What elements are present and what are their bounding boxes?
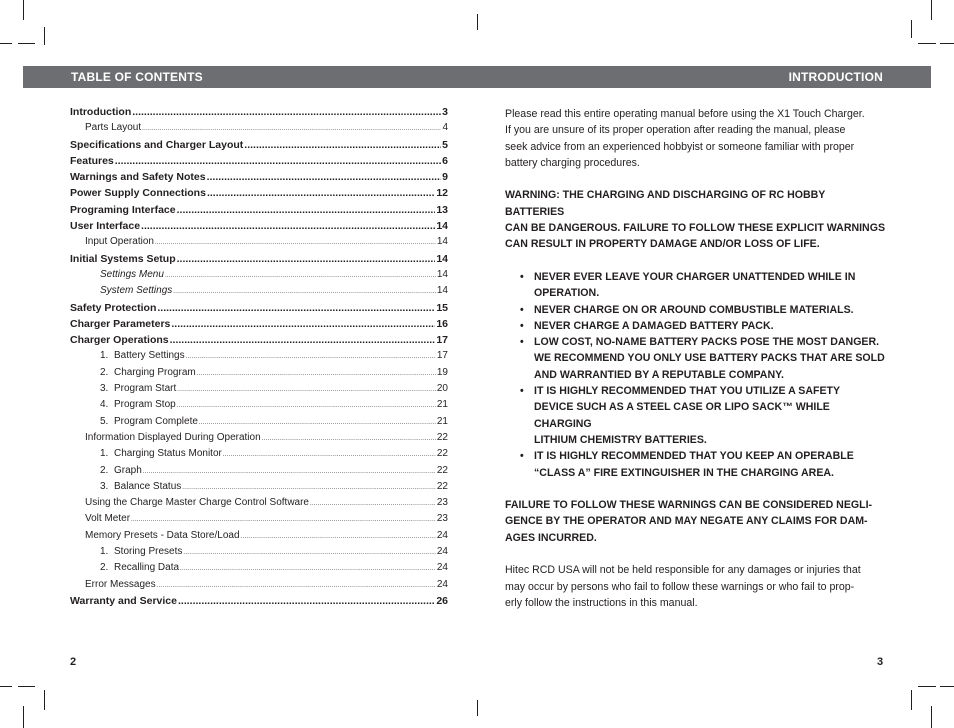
toc-entry-text: Balance Status xyxy=(114,480,182,492)
toc-entry-page: 14 xyxy=(436,252,448,265)
toc-entry-page: 24 xyxy=(436,529,448,541)
toc-entry xyxy=(70,432,448,448)
toc-entry-title xyxy=(70,187,206,199)
toc-leader-dots xyxy=(183,550,436,556)
toc-entry-number: 1. xyxy=(100,448,109,460)
toc-leader-dots xyxy=(182,485,436,491)
toc-entry-text: Settings Menu xyxy=(100,268,164,280)
toc-entry-number: 2. xyxy=(100,464,109,476)
toc-entry-title xyxy=(100,285,172,296)
toc-entry-page: 17 xyxy=(436,350,448,362)
warning-bullet-item xyxy=(505,448,885,481)
toc-entry xyxy=(70,155,448,171)
toc-entry xyxy=(70,334,448,350)
toc-entry xyxy=(70,106,448,122)
toc-entry-title xyxy=(100,562,179,573)
toc-entry xyxy=(70,139,448,155)
toc-leader-dots xyxy=(115,155,441,167)
toc-entry-text: Recalling Data xyxy=(114,562,180,574)
toc-entry-page: 5 xyxy=(442,138,448,151)
toc-entry xyxy=(70,416,448,432)
toc-entry-title xyxy=(70,155,114,167)
toc-entry-page: 17 xyxy=(436,334,448,347)
toc-entry xyxy=(70,465,448,481)
bullet-line: NEVER EVER LEAVE YOUR CHARGER UNATTENDED WHILE IN xyxy=(534,270,856,283)
toc-entry-title xyxy=(70,595,177,607)
toc-leader-dots xyxy=(177,253,436,265)
toc-leader-dots xyxy=(165,273,436,279)
toc-entry-page: 12 xyxy=(436,187,448,200)
toc-entry xyxy=(70,513,448,529)
toc-entry-text: Power Supply Connections xyxy=(70,187,206,200)
toc-entry xyxy=(70,595,448,611)
toc-entry-text: Using the Charge Master Charge Control Software xyxy=(85,497,309,509)
warning-bullet-item xyxy=(505,334,885,383)
bullet-line: LITHIUM CHEMISTRY BATTERIES. xyxy=(534,433,707,446)
toc-entry-text: Charging Program xyxy=(114,366,196,378)
toc-entry-page: 3 xyxy=(442,106,448,118)
warning-paragraph: WARNING: THE CHARGING AND DISCHARGING OF RC HOBBY BATTERIES CAN BE DANGEROUS. FAILURE TO FOLLOW THESE EXPLICIT WARNINGS CAN RESULT IN PROPERTY DAMAGE AND/OR LOSS OF LIFE. xyxy=(505,189,886,251)
toc-entry-text: Features xyxy=(70,154,114,167)
bullet-line: NEVER CHARGE ON OR AROUND COMBUSTIBLE MATERIALS. xyxy=(534,303,854,316)
toc-entry-page: 13 xyxy=(436,203,448,216)
toc-entry-page: 15 xyxy=(436,301,448,314)
toc-entry-page: 20 xyxy=(436,383,448,395)
toc-entry xyxy=(70,253,448,269)
toc-entry-page: 22 xyxy=(436,431,448,443)
toc-entry-text: Volt Meter xyxy=(85,513,131,525)
toc-entry xyxy=(70,187,448,203)
toc-leader-dots xyxy=(157,302,435,314)
toc-entry xyxy=(70,318,448,334)
toc-entry-text: Program Complete xyxy=(114,415,198,427)
toc-entry-title xyxy=(100,416,198,427)
toc-entry-text: Error Messages xyxy=(85,578,156,590)
toc-leader-dots xyxy=(178,595,435,607)
toc-leader-dots xyxy=(180,566,436,572)
toc-entry xyxy=(70,579,448,595)
toc-leader-dots xyxy=(241,534,436,540)
toc-entry xyxy=(70,220,448,236)
toc-entry-text: Safety Protection xyxy=(70,301,157,314)
toc-entry-title xyxy=(85,122,141,133)
warning-bullet-item xyxy=(505,318,885,334)
toc-entry-page: 9 xyxy=(442,171,448,184)
toc-entry-text: Parts Layout xyxy=(85,122,142,134)
toc-entry xyxy=(70,497,448,513)
toc-entry xyxy=(70,448,448,464)
toc-leader-dots xyxy=(199,420,436,426)
toc-entry-text: Warranty and Service xyxy=(70,594,177,607)
toc-entry-text: Charger Parameters xyxy=(70,317,171,330)
toc-leader-dots xyxy=(262,436,436,442)
bullet-line: AND WARRANTIED BY A REPUTABLE COMPANY. xyxy=(534,368,784,381)
toc-leader-dots xyxy=(177,204,436,216)
toc-leader-dots xyxy=(197,371,436,377)
toc-entry-number: 3. xyxy=(100,480,109,492)
toc-entry-page: 22 xyxy=(436,448,448,460)
toc-entry-page: 21 xyxy=(436,399,448,411)
toc-entry xyxy=(70,285,448,301)
toc-entry-page: 22 xyxy=(436,464,448,476)
toc-entry-page: 24 xyxy=(436,578,448,590)
toc-entry-title xyxy=(70,204,176,216)
toc-entry-text: System Settings xyxy=(100,285,173,297)
toc-entry-title xyxy=(70,106,131,118)
toc-leader-dots xyxy=(131,517,436,523)
toc-entry xyxy=(70,236,448,252)
toc-entry-title xyxy=(100,383,176,394)
toc-entry-text: Input Operation xyxy=(85,236,154,248)
toc-leader-dots xyxy=(170,334,436,346)
toc-entry xyxy=(70,302,448,318)
toc-entry xyxy=(70,350,448,366)
toc-entry-page: 16 xyxy=(436,317,448,330)
toc-leader-dots xyxy=(173,289,436,295)
bullet-line: LOW COST, NO-NAME BATTERY PACKS POSE THE MOST DANGER. xyxy=(534,336,880,349)
toc-entry-text: Information Displayed During Operation xyxy=(85,431,261,443)
intro-paragraph: Please read this entire operating manual before using the X1 Touch Charger. If you are unsure of its proper operation after reading the manual, please seek advice from an experienced hobbyist or someone familiar with proper battery charging procedures. xyxy=(505,108,865,169)
bullet-dot-icon: • xyxy=(520,319,524,332)
intro-heading: INTRODUCTION xyxy=(788,70,883,84)
toc-entry xyxy=(70,367,448,383)
toc-leader-dots xyxy=(223,452,436,458)
bullet-line: DEVICE SUCH AS A STEEL CASE OR LIPO SACK™ WHILE CHARGING xyxy=(534,401,830,430)
toc-entry xyxy=(70,530,448,546)
toc-entry-text: Graph xyxy=(114,464,142,476)
toc-entry-text: Specifications and Charger Layout xyxy=(70,138,244,151)
toc-entry-title xyxy=(70,334,169,346)
toc-entry-text: Charger Operations xyxy=(70,334,169,347)
toc-entry-text: Program Stop xyxy=(114,399,176,411)
bullet-line: “CLASS A” FIRE EXTINGUISHER IN THE CHARGING AREA. xyxy=(534,466,834,479)
toc-entry-title xyxy=(100,546,182,557)
toc-entry-number: 5. xyxy=(100,415,109,427)
toc-entry xyxy=(70,546,448,562)
toc-entry-text: User Interface xyxy=(70,220,141,233)
warning-bullet-item xyxy=(505,302,885,318)
toc-entry-page: 6 xyxy=(442,154,448,167)
toc-entry-number: 3. xyxy=(100,383,109,395)
toc-entry xyxy=(70,204,448,220)
toc-entry xyxy=(70,481,448,497)
toc-entry-title xyxy=(85,513,130,524)
toc-entry xyxy=(70,171,448,187)
toc-leader-dots xyxy=(244,139,441,151)
toc-leader-dots xyxy=(171,318,435,330)
toc-entry-text: Storing Presets xyxy=(114,546,183,558)
toc-entry-page: 23 xyxy=(436,513,448,525)
toc-entry-title xyxy=(70,318,170,330)
warning-bullet-item xyxy=(505,383,885,448)
bullet-line: IT IS HIGHLY RECOMMENDED THAT YOU UTILIZE A SAFETY xyxy=(534,385,841,398)
table-of-contents xyxy=(70,106,448,611)
introduction-text xyxy=(505,106,885,611)
toc-entry-number: 2. xyxy=(100,562,109,574)
toc-entry-title xyxy=(100,465,142,476)
toc-entry-number: 2. xyxy=(100,366,109,378)
toc-entry xyxy=(70,383,448,399)
toc-entry-title xyxy=(100,399,176,410)
bullet-dot-icon: • xyxy=(520,450,524,463)
toc-entry-title xyxy=(100,481,181,492)
bullet-dot-icon: • xyxy=(520,336,524,349)
toc-entry-text: Initial Systems Setup xyxy=(70,252,176,265)
bullet-line: NEVER CHARGE A DAMAGED BATTERY PACK. xyxy=(534,319,774,332)
toc-entry-page: 4 xyxy=(442,122,448,134)
toc-leader-dots xyxy=(177,387,436,393)
toc-leader-dots xyxy=(207,171,442,183)
warning-bullet-item xyxy=(505,269,885,302)
toc-entry-page: 14 xyxy=(436,268,448,280)
toc-entry-page: 24 xyxy=(436,562,448,574)
toc-entry xyxy=(70,399,448,415)
toc-entry xyxy=(70,122,448,138)
toc-leader-dots xyxy=(310,501,436,507)
toc-entry-number: 4. xyxy=(100,399,109,411)
bullet-line: WE RECOMMEND YOU ONLY USE BATTERY PACKS THAT ARE SOLD xyxy=(534,352,885,365)
toc-entry-text: Introduction xyxy=(70,106,132,118)
toc-entry-title xyxy=(100,350,185,361)
toc-entry-text: Program Start xyxy=(114,383,177,395)
toc-leader-dots xyxy=(141,220,435,232)
toc-leader-dots xyxy=(207,187,435,199)
toc-leader-dots xyxy=(142,126,441,132)
toc-entry-page: 19 xyxy=(436,366,448,378)
toc-entry-page: 14 xyxy=(436,285,448,297)
toc-entry-title xyxy=(85,530,240,541)
bullet-line: IT IS HIGHLY RECOMMENDED THAT YOU KEEP AN OPERABLE xyxy=(534,450,854,463)
toc-entry-title xyxy=(70,302,156,314)
toc-entry-title xyxy=(85,497,309,508)
toc-entry-title xyxy=(70,220,140,232)
toc-entry-text: Programing Interface xyxy=(70,203,176,216)
liability-paragraph: Hitec RCD USA will not be held responsible for any damages or injuries that may occur by persons who fail to follow these warnings or who fail to prop- erly follow the instructions in this manual. xyxy=(505,564,861,609)
toc-entry-page: 24 xyxy=(436,546,448,558)
header-bar xyxy=(23,66,931,88)
toc-entry-page: 23 xyxy=(436,497,448,509)
toc-entry-title xyxy=(85,432,261,443)
failure-paragraph: FAILURE TO FOLLOW THESE WARNINGS CAN BE CONSIDERED NEGLI- GENCE BY THE OPERATOR AND MAY NEGATE ANY CLAIMS FOR DAM- AGES INCURRED. xyxy=(505,499,873,544)
toc-entry-title xyxy=(70,171,206,183)
toc-leader-dots xyxy=(155,240,436,246)
toc-leader-dots xyxy=(143,469,436,475)
toc-entry xyxy=(70,562,448,578)
toc-leader-dots xyxy=(177,403,436,409)
toc-entry-page: 14 xyxy=(436,220,448,233)
toc-entry-title xyxy=(100,269,164,280)
toc-leader-dots xyxy=(132,106,441,118)
left-page-number: 2 xyxy=(70,656,77,668)
toc-entry-page: 21 xyxy=(436,415,448,427)
right-page-number: 3 xyxy=(877,656,884,668)
toc-entry-title xyxy=(100,448,222,459)
toc-heading: TABLE OF CONTENTS xyxy=(71,70,203,84)
bullet-line: OPERATION. xyxy=(534,287,600,300)
toc-entry-title xyxy=(70,139,243,151)
toc-entry-page: 22 xyxy=(436,480,448,492)
warning-bullet-list xyxy=(505,269,885,481)
toc-entry xyxy=(70,269,448,285)
toc-entry-page: 26 xyxy=(436,594,448,607)
toc-entry-title xyxy=(85,579,156,590)
toc-entry-text: Warnings and Safety Notes xyxy=(70,171,206,184)
toc-entry-title xyxy=(70,253,176,265)
toc-entry-number: 1. xyxy=(100,350,109,362)
toc-entry-title xyxy=(100,367,196,378)
bullet-dot-icon: • xyxy=(520,385,524,398)
toc-entry-text: Battery Settings xyxy=(114,350,185,362)
bullet-dot-icon: • xyxy=(520,303,524,316)
toc-entry-title xyxy=(85,236,154,247)
toc-leader-dots xyxy=(157,583,436,589)
toc-leader-dots xyxy=(186,354,436,360)
toc-entry-page: 14 xyxy=(436,236,448,248)
toc-entry-text: Memory Presets - Data Store/Load xyxy=(85,529,240,541)
toc-entry-text: Charging Status Monitor xyxy=(114,448,222,460)
toc-entry-number: 1. xyxy=(100,546,109,558)
bullet-dot-icon: • xyxy=(520,270,524,283)
